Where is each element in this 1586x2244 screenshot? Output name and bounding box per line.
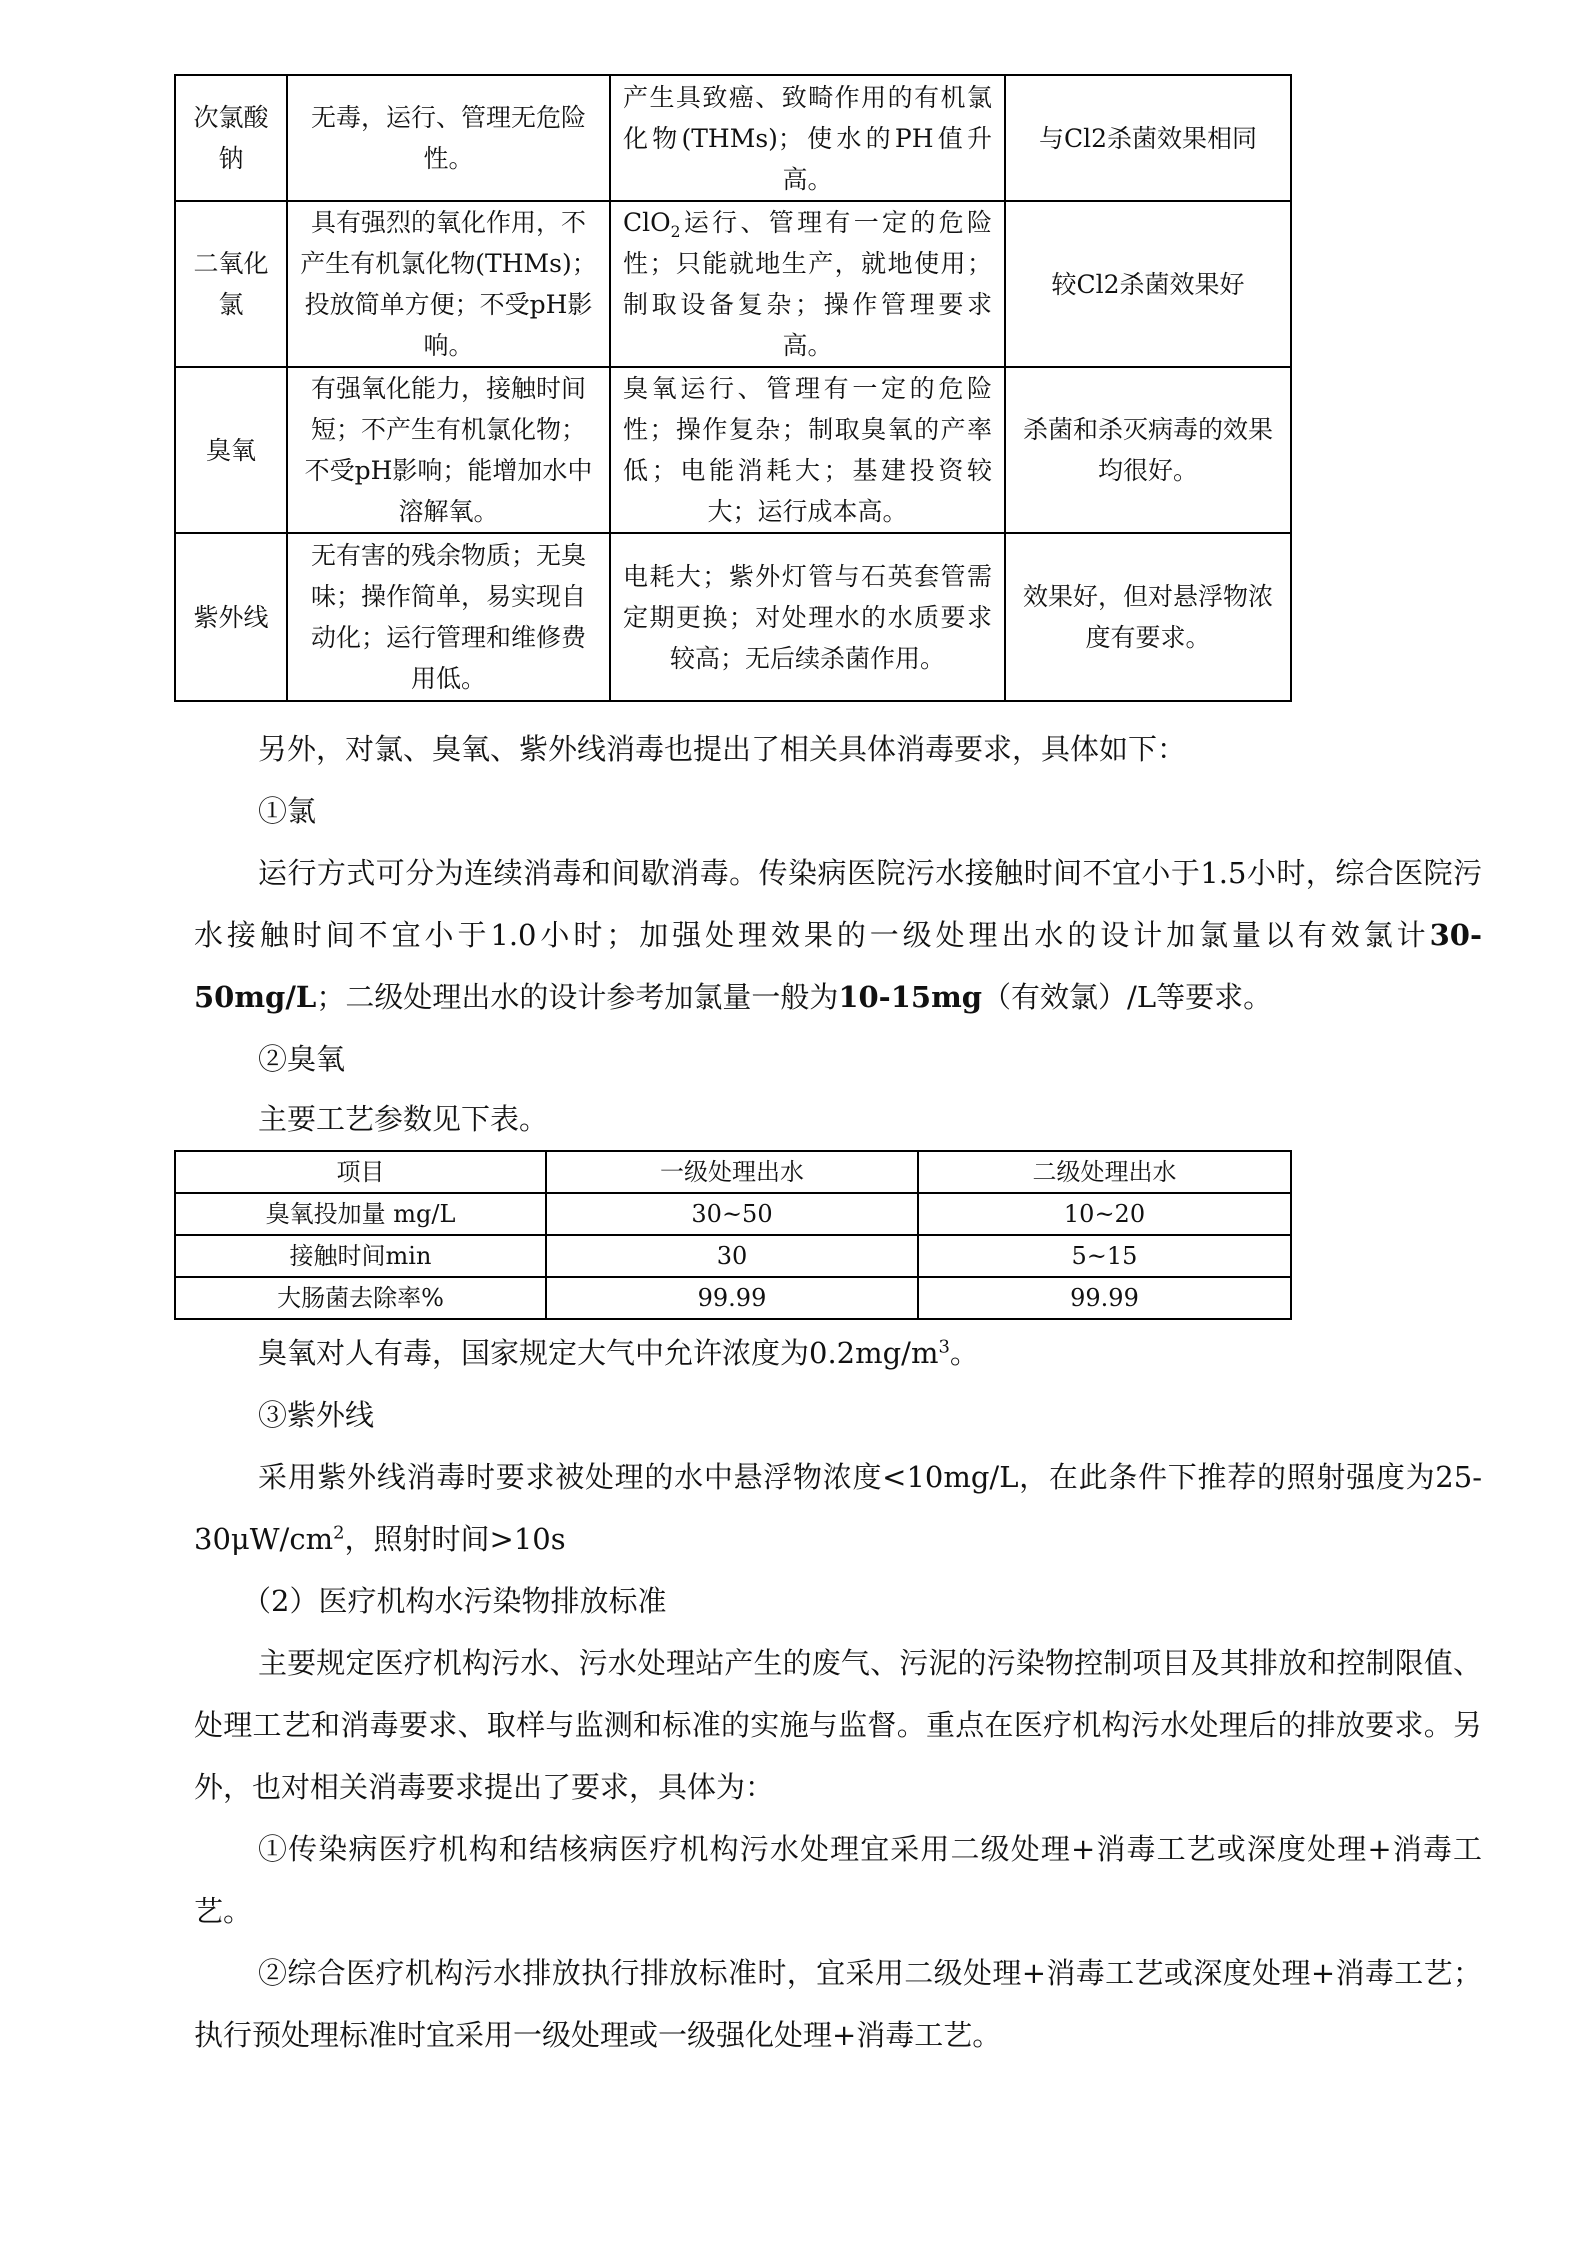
table-row: [175, 1277, 1291, 1319]
table-cell: 99.99: [546, 1277, 918, 1319]
disadvantages-cell: 电耗大；紫外灯管与石英套管需定期更换；对处理水的水质要求较高；无后续杀菌作用。: [610, 533, 1005, 701]
effect-cell: 杀菌和杀灭病毒的效果均很好。: [1005, 367, 1291, 533]
table-cell: 臭氧投加量 mg/L: [175, 1193, 546, 1235]
chlorine-text-c: ；二级处理出水的设计参考加氯量一般为: [316, 980, 839, 1014]
table-cell: 30~50: [546, 1193, 918, 1235]
uv-text-end: ，照射时间>10s: [344, 1522, 566, 1556]
table-cell: 30: [546, 1235, 918, 1277]
ozone-note-text: 臭氧对人有毒，国家规定大气中允许浓度为0.2mg/m: [258, 1336, 939, 1370]
method-name: 次氯酸钠: [175, 75, 287, 201]
heading-ozone: ②臭氧: [258, 1042, 346, 1076]
table-cell: 10~20: [918, 1193, 1291, 1235]
table-header-row: [175, 1151, 1291, 1193]
table-cell: 接触时间min: [175, 1235, 546, 1277]
method-name: 二氧化氯: [175, 201, 287, 367]
uv-paragraph: [194, 1446, 1482, 1570]
method-name: 紫外线: [175, 533, 287, 701]
advantages-cell: 无毒，运行、管理无危险性。: [287, 75, 610, 201]
disadvantages-cell: 产生具致癌、致畸作用的有机氯化物(THMs)；使水的PH值升高。: [610, 75, 1005, 201]
table-cell: 大肠菌去除率%: [175, 1277, 546, 1319]
disadvantages-cell: [610, 201, 1005, 367]
ozone-parameters-table: [174, 1150, 1292, 1320]
table-row: [175, 75, 1291, 201]
effect-cell: 较Cl2杀菌效果好: [1005, 201, 1291, 367]
superscript: 2: [333, 1522, 345, 1544]
intro-paragraph: 另外，对氯、臭氧、紫外线消毒也提出了相关具体消毒要求，具体如下：: [258, 732, 1187, 766]
standard-paragraph: 主要规定医疗机构污水、污水处理站产生的废气、污泥的污染物控制项目及其排放和控制限值、处理工艺和消毒要求、取样与监测和标准的实施与监督。重点在医疗机构污水处理后的排放要求。另外，也对相关消毒要求提出了要求，具体为：: [194, 1646, 1482, 1804]
requirement-2-paragraph: ②综合医疗机构污水排放执行排放标准时，宜采用二级处理+消毒工艺或深度处理+消毒工艺；执行预处理标准时宜采用一级处理或一级强化处理+消毒工艺。: [194, 1956, 1482, 2052]
effect-cell: 效果好，但对悬浮物浓度有要求。: [1005, 533, 1291, 701]
method-name: 臭氧: [175, 367, 287, 533]
uv-text: 采用紫外线消毒时要求被处理的水中悬浮物浓度<10mg/L，在此条件下推荐的照射强度为25-30μW/cm: [194, 1460, 1482, 1556]
chlorine-paragraph: [194, 842, 1482, 1028]
requirement-1-paragraph: ①传染病医疗机构和结核病医疗机构污水处理宜采用二级处理+消毒工艺或深度处理+消毒工艺。: [194, 1832, 1482, 1928]
effect-cell: 与Cl2杀菌效果相同: [1005, 75, 1291, 201]
chlorine-dose-primary: 30-50mg/L: [194, 918, 1482, 1014]
table-row: [175, 533, 1291, 701]
table-row: [175, 367, 1291, 533]
disinfection-comparison-table: [174, 74, 1292, 702]
chlorine-dose-secondary: 10-15mg: [838, 980, 983, 1014]
table-row: [175, 201, 1291, 367]
table-row: [175, 1235, 1291, 1277]
superscript: 3: [938, 1336, 950, 1358]
disadvantages-cell: 臭氧运行、管理有一定的危险性；操作复杂；制取臭氧的产率低；电能消耗大；基建投资较大；运行成本高。: [610, 367, 1005, 533]
column-header: 项目: [175, 1151, 546, 1193]
advantages-cell: 有强氧化能力，接触时间短；不产生有机氯化物；不受pH影响；能增加水中溶解氧。: [287, 367, 610, 533]
chlorine-text-a: 运行方式可分为连续消毒和间歇消毒。传染病医院污水接触时间不宜小于1.5小时，综合医院污水接触时间不宜小于1.0小时；加强处理效果的一级处理出水的设计加氯量以有效氯计: [194, 856, 1482, 952]
column-header: 二级处理出水: [918, 1151, 1291, 1193]
ozone-note-paragraph: [194, 1322, 1482, 1384]
advantages-cell: 无有害的残余物质；无臭味；操作简单，易实现自动化；运行管理和维修费用低。: [287, 533, 610, 701]
column-header: 一级处理出水: [546, 1151, 918, 1193]
table-cell: 5~15: [918, 1235, 1291, 1277]
ozone-note-end: 。: [949, 1336, 979, 1370]
heading-discharge-standard: （2）医疗机构水污染物排放标准: [242, 1584, 667, 1618]
heading-chlorine: ①氯: [258, 794, 317, 828]
advantages-cell: 具有强烈的氧化作用，不产生有机氯化物(THMs)；投放简单方便；不受pH影响。: [287, 201, 610, 367]
formula-subscript: 2: [670, 223, 681, 241]
ozone-intro-paragraph: 主要工艺参数见下表。: [258, 1102, 549, 1136]
table-row: [175, 1193, 1291, 1235]
chlorine-text-d: （有效氯）/L等要求。: [982, 980, 1273, 1014]
formula-text: ClO: [623, 208, 671, 237]
heading-uv: ③紫外线: [258, 1398, 375, 1432]
table-cell: 99.99: [918, 1277, 1291, 1319]
disadvantages-text: 运行、管理有一定的危险性；只能就地生产，就地使用；制取设备复杂；操作管理要求高。: [623, 208, 992, 360]
